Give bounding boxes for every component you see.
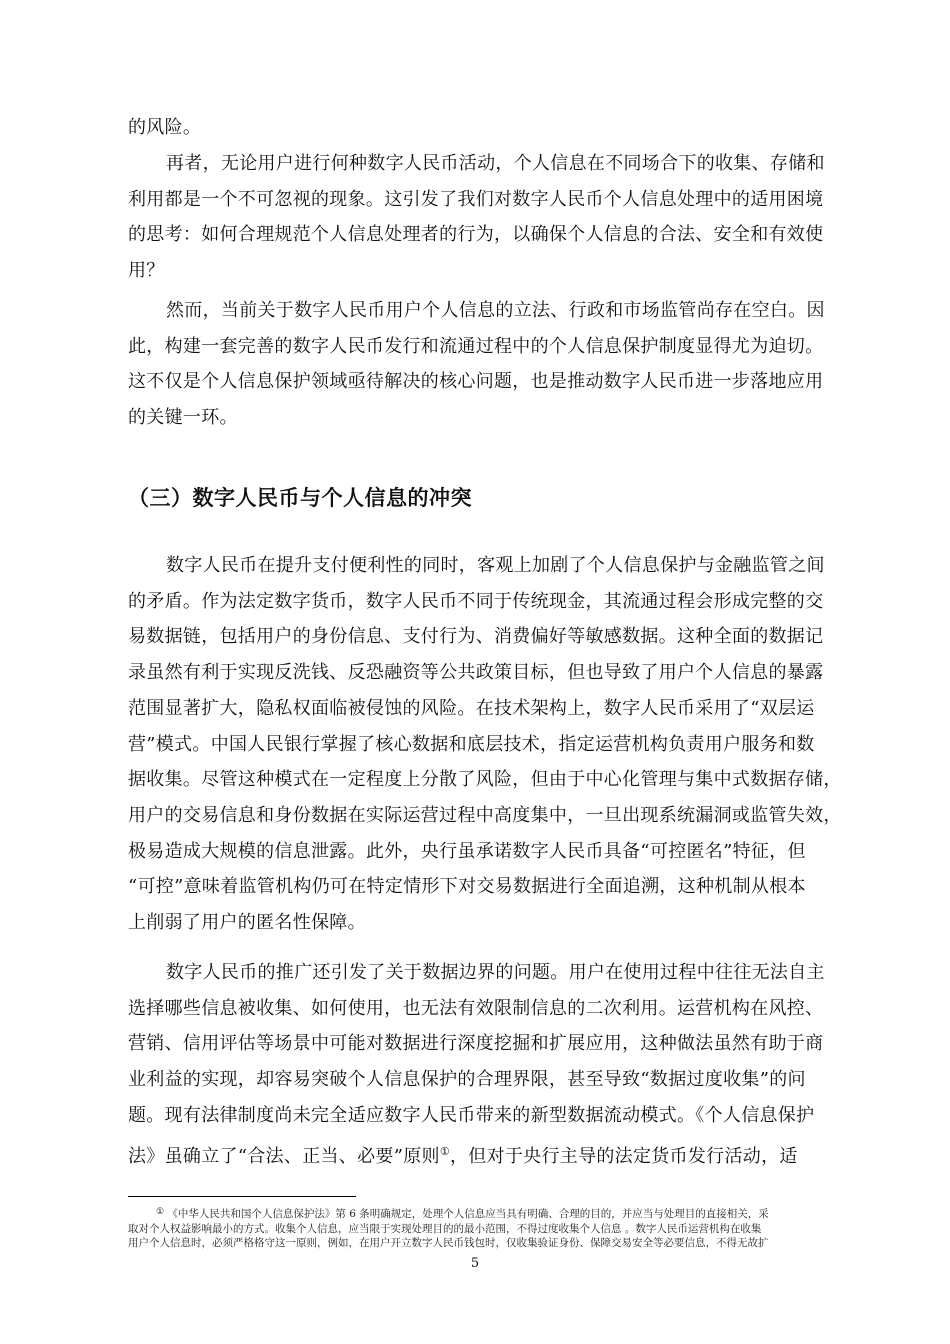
footnote-line: 取对个人权益影响最小的方式。收集个人信息，应当限于实现处理目的的最小范围，不得过度收集个人信息 。数字人民币运营机构在收集 [128, 1222, 762, 1235]
paragraph-data-boundary [128, 955, 862, 1174]
text-line: 题。现有法律制度尚未完全适应数字人民币带来的新型数据流动模式。《个人信息保护 [128, 1104, 815, 1126]
text-line: 数字人民币的推广还引发了关于数据边界的问题。用户在使用过程中往往无法自主 [166, 962, 825, 983]
text-line: 范围显著扩大，隐私权面临被侵蚀的风险。在技术架构上，数字人民币采用了“双层运 [128, 697, 815, 719]
text-line: 利用都是一个不可忽视的现象。这引发了我们对数字人民币个人信息处理中的适用困境 [128, 188, 824, 210]
text-fragment: 法》虽确立了“合法、正当、必要”原则 [128, 1145, 440, 1167]
footnote-text: 《中华人民共和国个人信息保护法》第 6 条明确规定，处理个人信息应当具有明确、合理的目的，并应当与处理目的直接相关，采 [167, 1208, 769, 1220]
footnote-line: 用户个人信息时，必须严格格守这一原则，例如，在用户开立数字人民币钱包时，仅收集验证身份、保障交易安全等必要信息，不得无故扩 [128, 1237, 769, 1249]
text-line: 再者，无论用户进行何种数字人民币活动，个人信息在不同场合下的收集、存储和 [166, 153, 825, 174]
text-line: “可控”意味着监管机构仍可在特定情形下对交易数据进行全面追溯，这种机制从根本 [128, 876, 806, 898]
footnote [128, 1205, 862, 1251]
paragraph-furthermore [128, 146, 862, 289]
text-line: 据收集。尽管这种模式在一定程度上分散了风险，但由于中心化管理与集中式数据存储， [128, 769, 842, 791]
text-line: 录虽然有利于实现反洗钱、反恐融资等公共政策目标，但也导致了用户个人信息的暴露 [128, 662, 824, 684]
text-line: 的思考：如何合理规范个人信息处理者的行为，以确保个人信息的合法、安全和有效使 [128, 224, 824, 246]
footnote-separator [128, 1196, 356, 1197]
text-line: 极易造成大规模的信息泄露。此外，央行虽承诺数字人民币具备“可控匿名”特征，但 [128, 840, 806, 862]
page-number: 5 [470, 1256, 480, 1271]
text-line: 然而，当前关于数字人民币用户个人信息的立法、行政和市场监管尚存在空白。因 [166, 300, 825, 321]
text-line: 选择哪些信息被收集、如何使用，也无法有效限制信息的二次利用。运营机构在风控、 [128, 997, 824, 1019]
text-line: 此，构建一套完善的数字人民币发行和流通过程中的个人信息保护制度显得尤为迫切。 [128, 335, 824, 357]
footnote-mark: ① [156, 1207, 165, 1217]
text-line: 用户的交易信息和身份数据在实际运营过程中高度集中，一旦出现系统漏洞或监管失效， [128, 804, 842, 826]
text-line: 数字人民币在提升支付便利性的同时，客观上加剧了个人信息保护与金融监管之间 [166, 555, 825, 576]
section-heading: （三）数字人民币与个人信息的冲突 [128, 486, 472, 510]
text-line: 营销、信用评估等场景中可能对数据进行深度挖掘和扩展应用，这种做法虽然有助于商 [128, 1033, 824, 1055]
text-line: 营”模式。中国人民银行掌握了核心数据和底层技术，指定运营机构负责用户服务和数 [128, 733, 815, 755]
text-line: 用？ [128, 260, 165, 282]
text-line: 的矛盾。作为法定数字货币，数字人民币不同于传统现金，其流通过程会形成完整的交 [128, 590, 824, 612]
text-line: 这不仅是个人信息保护领域亟待解决的核心问题，也是推动数字人民币进一步落地应用 [128, 371, 824, 393]
paragraph-however [128, 293, 862, 436]
text-line: 的风险。 [128, 117, 202, 138]
paragraph-conflict [128, 548, 862, 941]
footnote-reference[interactable]: ① [439, 1144, 450, 1158]
text-line: 易数据链，包括用户的身份信息、支付行为、消费偏好等敏感数据。这种全面的数据记 [128, 626, 824, 648]
footnote-line [128, 1205, 862, 1222]
text-line: 的关键一环。 [128, 407, 238, 429]
text-fragment: ，但对于央行主导的法定货币发行活动，适 [449, 1145, 798, 1167]
paragraph-risk-end [128, 110, 862, 146]
text-line [128, 1134, 862, 1175]
text-line: 业利益的实现，却容易突破个人信息保护的合理界限，甚至导致“数据过度收集”的问 [128, 1069, 806, 1091]
text-line: 上削弱了用户的匿名性保障。 [128, 912, 366, 934]
